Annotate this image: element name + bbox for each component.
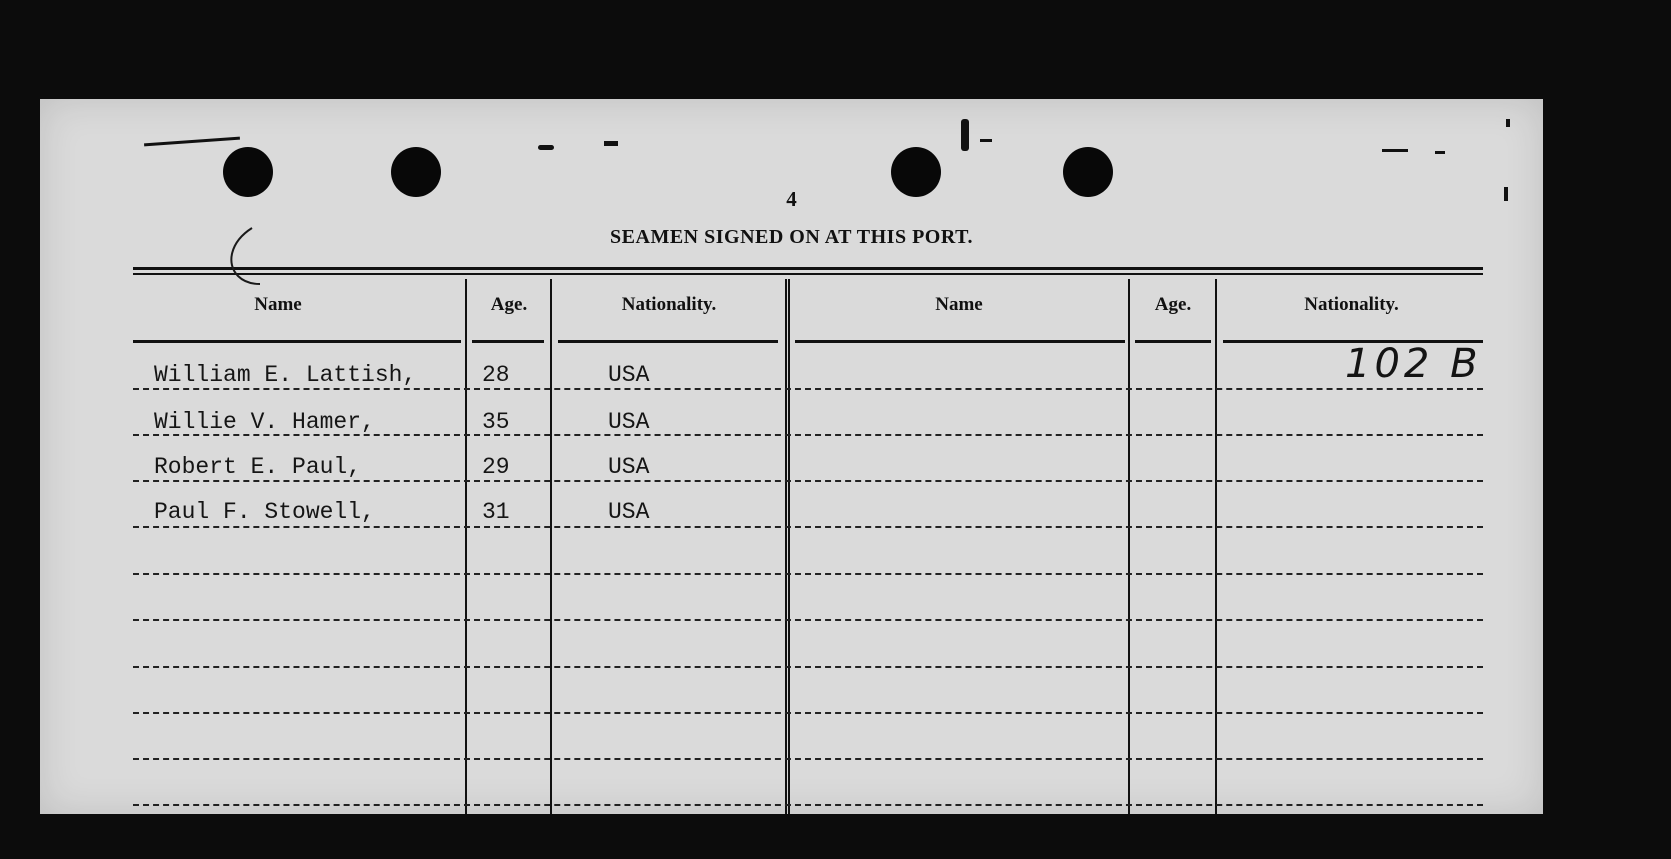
- ink-speck: [144, 137, 240, 147]
- ink-speck: [604, 141, 618, 146]
- document-card: [40, 99, 1543, 814]
- seaman-name: Robert E. Paul,: [154, 454, 362, 480]
- seaman-age: 35: [482, 409, 510, 435]
- header-underline: [558, 340, 778, 343]
- row-line: [133, 388, 1483, 390]
- header-underline: [1135, 340, 1211, 343]
- ink-speck: [980, 139, 992, 142]
- header-name-left: Name: [254, 294, 302, 315]
- pen-curve-mark: [220, 224, 300, 304]
- row-line: [133, 666, 1483, 668]
- seaman-nationality: USA: [608, 454, 650, 480]
- header-name-right: Name: [935, 294, 983, 315]
- seaman-nationality: USA: [608, 409, 650, 435]
- row-line: [133, 712, 1483, 714]
- ink-speck: [1382, 149, 1408, 152]
- seaman-name: Willie V. Hamer,: [154, 409, 375, 435]
- row-line: [133, 526, 1483, 528]
- column-divider: [550, 279, 552, 814]
- column-divider: [1215, 279, 1217, 814]
- ink-speck: [961, 119, 969, 151]
- row-line: [133, 758, 1483, 760]
- header-age-right: Age.: [1154, 294, 1192, 315]
- title-double-rule: [133, 267, 1483, 275]
- seaman-nationality: USA: [608, 499, 650, 525]
- page-number: 4: [786, 187, 797, 211]
- header-nationality-right: Nationality.: [1304, 294, 1399, 315]
- row-line: [133, 619, 1483, 621]
- header-underline: [472, 340, 544, 343]
- ink-speck: [538, 145, 554, 150]
- row-line: [133, 804, 1483, 806]
- seaman-age: 31: [482, 499, 510, 525]
- ink-speck: [1506, 119, 1510, 127]
- seaman-nationality: USA: [608, 362, 650, 388]
- column-divider: [1128, 279, 1130, 814]
- header-underline: [795, 340, 1125, 343]
- handwritten-note: 102 B: [1345, 341, 1482, 387]
- column-divider: [465, 279, 467, 814]
- row-line: [133, 480, 1483, 482]
- header-underline: [133, 340, 461, 343]
- seaman-name: William E. Lattish,: [154, 362, 417, 388]
- page-title: SEAMEN SIGNED ON AT THIS PORT.: [610, 226, 973, 248]
- seaman-age: 28: [482, 362, 510, 388]
- ink-speck: [1435, 151, 1445, 154]
- seaman-age: 29: [482, 454, 510, 480]
- row-line: [133, 573, 1483, 575]
- center-divider: [785, 279, 790, 814]
- seaman-name: Paul F. Stowell,: [154, 499, 375, 525]
- header-nationality-left: Nationality.: [621, 294, 717, 315]
- header-age-left: Age.: [490, 294, 528, 315]
